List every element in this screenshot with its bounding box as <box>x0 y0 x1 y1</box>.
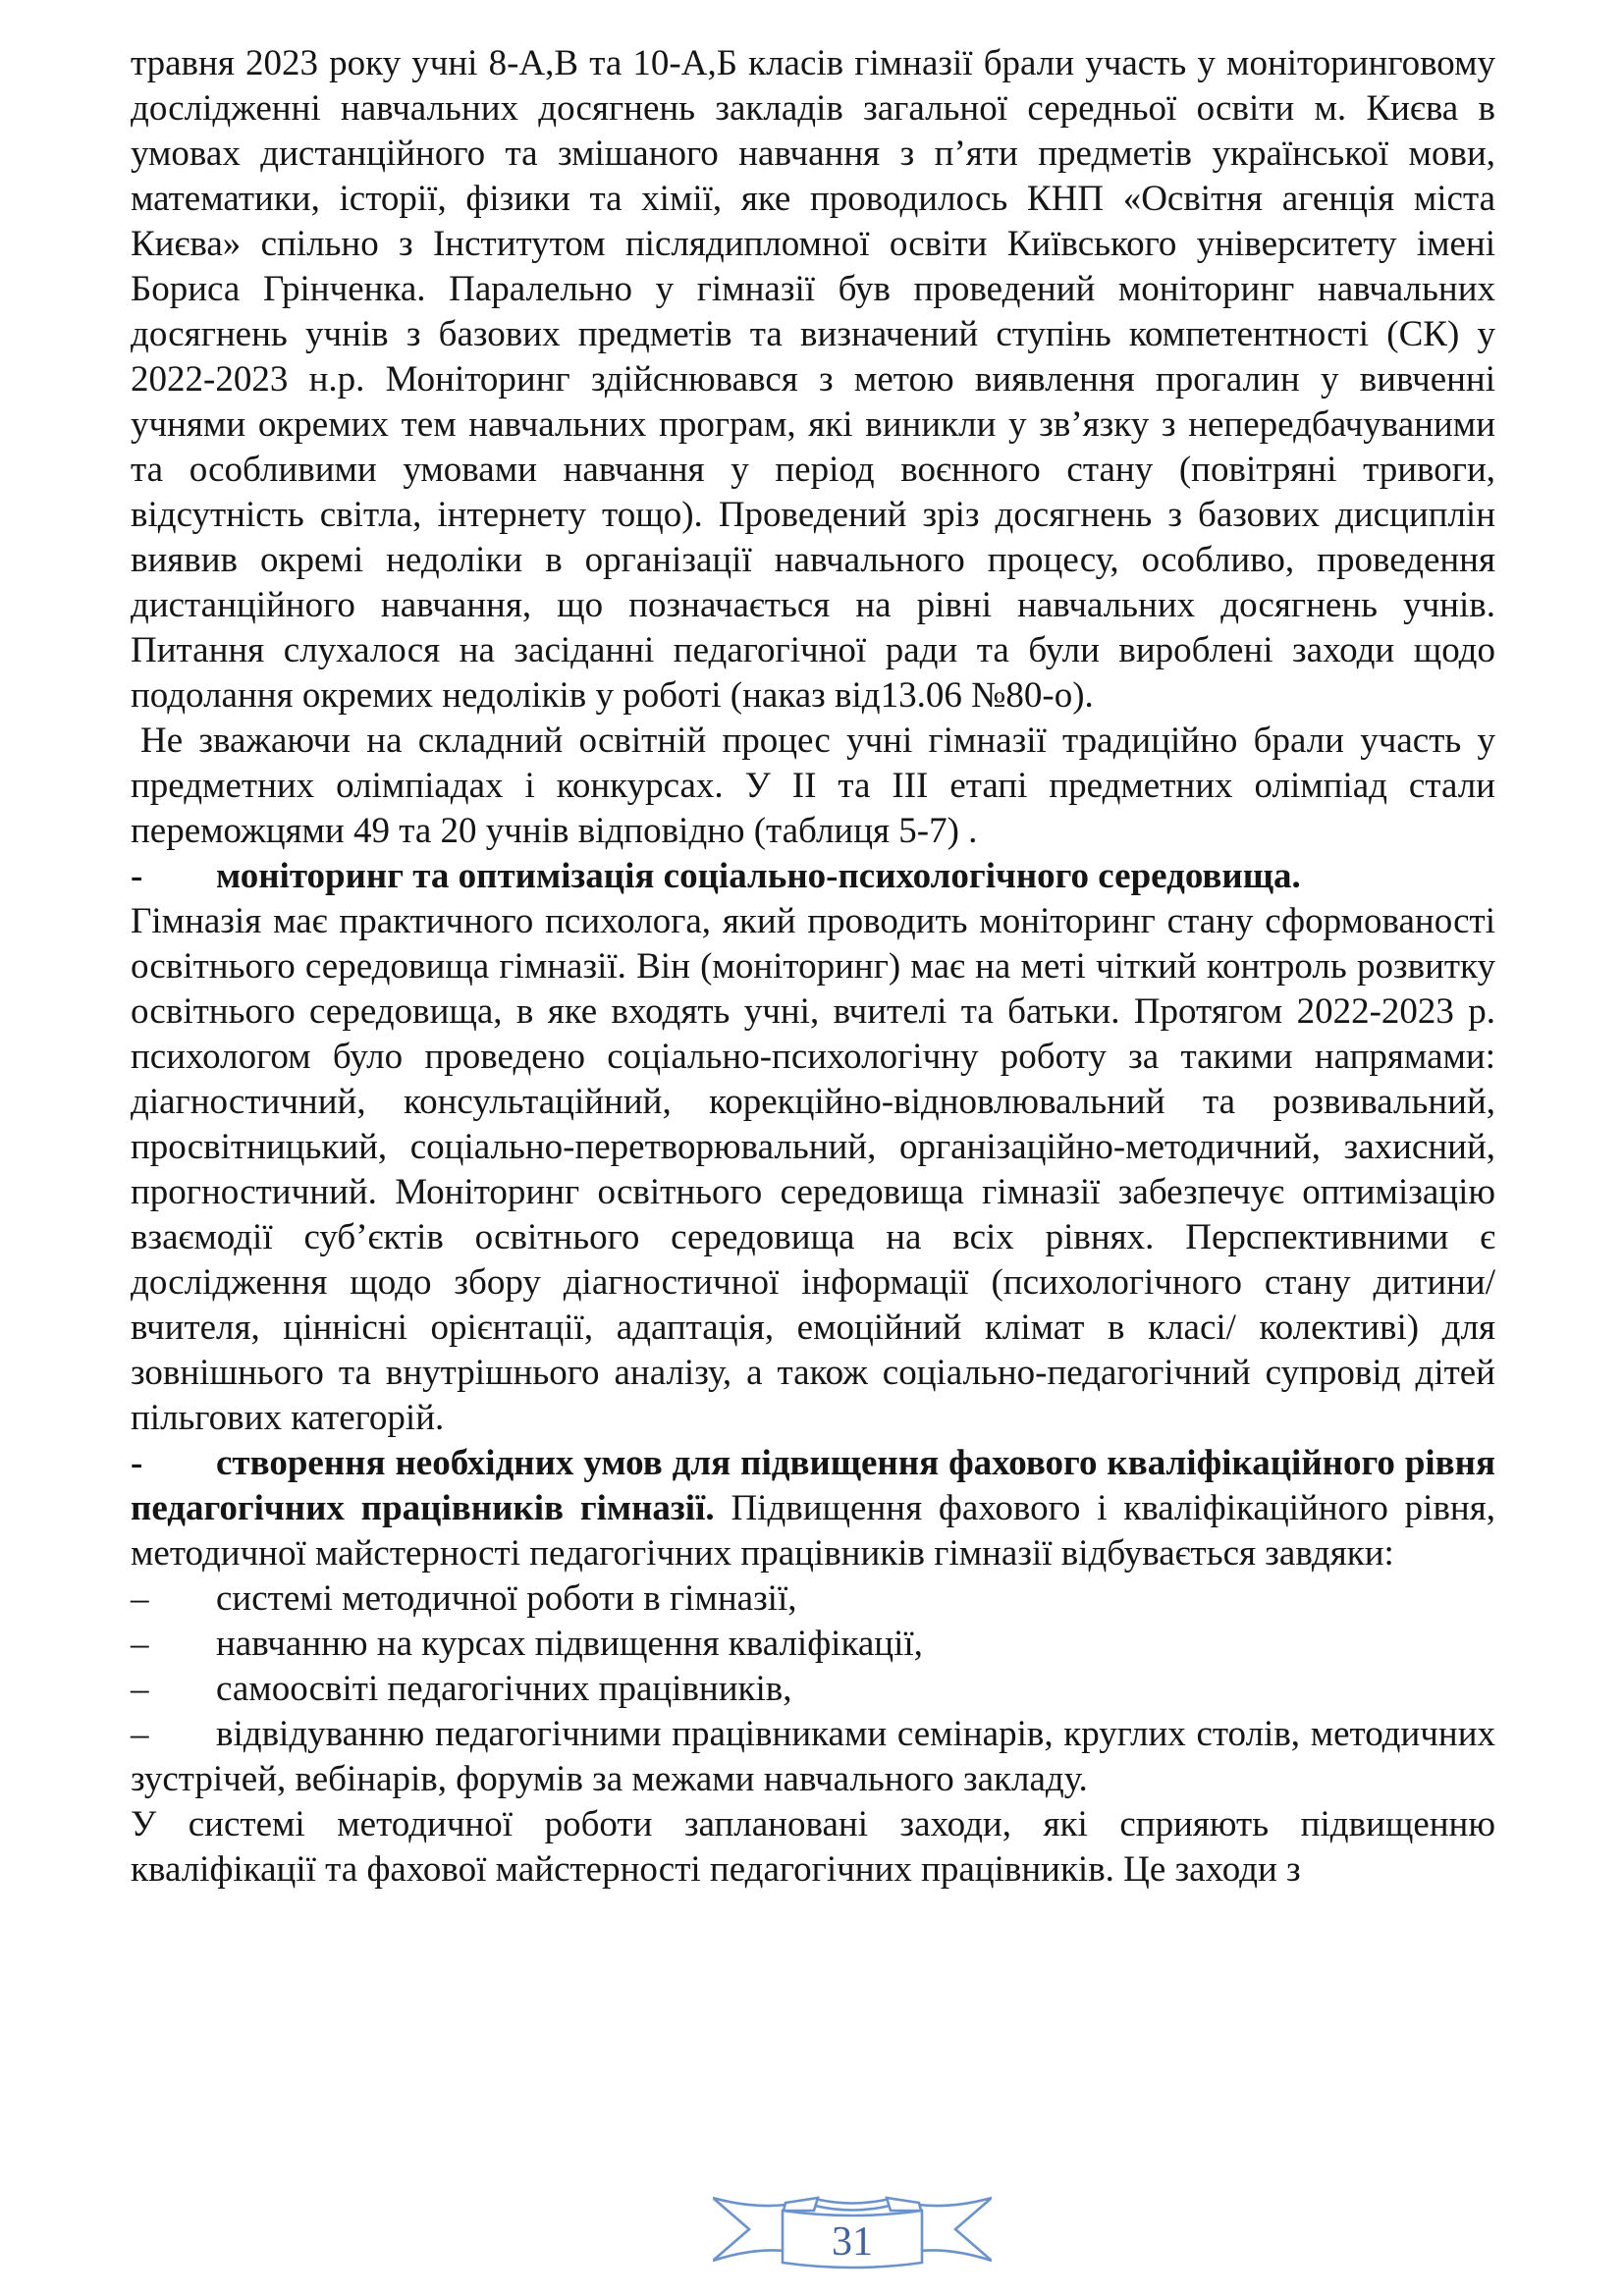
paragraph-olympiads: Не зважаючи на складний освітній процес учні гімназії традиційно брали участь у предметних олімпіадах і конкурсах. У ІІ та ІІІ етапі предметних олімпіад стали переможцями 49 та 20 учнів відповідно (таблиця 5-7) . <box>131 721 1495 851</box>
dash-marker: – <box>131 1578 149 1619</box>
ribbon-left-tail <box>713 2198 786 2261</box>
heading-social-psychological <box>131 854 1495 899</box>
paragraph-monitoring-study: травня 2023 року учні 8-А,В та 10-А,Б класів гімназії брали участь у моніторинговому дослідженні навчальних досягнень закладів загальної середньої освіти м. Києва в умовах дистанційного та змішаного навчання з п’яти предметів української мови, математики, історії, фізики та хімії, яке проводилось КНП «Освітня агенція міста Києва» спільно з Інститутом післядипломної освіти Київського університету імені Бориса Грінченка. Паралельно у гімназії був проведений моніторинг навчальних досягнень учнів з базових предметів та визначений ступінь компетентності (СК) у 2022-2023 н.р. Моніторинг здійснювався з метою виявлення прогалин у вивченні учнями окремих тем навчальних програм, які виникли у зв’язку з непередбачуваними та особливими умовами навчання у період воєнного стану (повітряні тривоги, відсутність світла, інтернету тощо). Проведений зріз досягнень з базових дисциплін виявив окремі недоліки в організації навчального процесу, особливо, проведення дистанційного навчання, що позначається на рівні навчальних досягнень учнів. Питання слухалося на засіданні педагогічної ради та були вироблені заходи щодо подолання окремих недоліків у роботі (наказ від13.06 №80-о). <box>131 43 1495 716</box>
list-item-text: самоосвіті педагогічних працівників, <box>216 1669 792 1709</box>
heading-social-psychological-label: моніторинг та оптимізація соціально-психологічного середовища. <box>216 856 1301 896</box>
paragraph-methodical-work: У системі методичної роботи заплановані заходи, які сприяють підвищенню кваліфікації та фахової майстерності педагогічних працівників. Це заходи з <box>131 1804 1495 1890</box>
ribbon-right-tail <box>918 2198 992 2261</box>
dash-marker: – <box>131 1714 149 1754</box>
page-number: 31 <box>832 2219 873 2265</box>
list-item-text: системі методичної роботи в гімназії, <box>216 1578 797 1619</box>
list-item <box>131 1576 1495 1622</box>
list-item <box>131 1667 1495 1712</box>
dash-marker: – <box>131 1669 149 1709</box>
list-item <box>131 1712 1495 1802</box>
list-item-text: навчанню на курсах підвищення кваліфікації, <box>216 1624 923 1664</box>
paragraph-psychologist: Гімназія має практичного психолога, який проводить моніторинг стану сформованості освітнього середовища гімназії. Він (моніторинг) має на меті чіткий контроль розвитку освітнього середовища, в яке входять учні, вчителі та батьки. Протягом 2022-2023 р. психологом було проведено соціально-психологічну роботу за такими напрямами: діагностичний, консультаційний, корекційно-відновлювальний та розвивальний, просвітницький, соціально-перетворювальний, організаційно-методичний, захисний, прогностичний. Моніторинг освітнього середовища гімназії забезпечує оптимізацію взаємодії суб’єктів освітнього середовища на всіх рівнях. Перспективними є дослідження щодо збору діагностичної інформації (психологічного стану дитини/ вчителя, ціннісні орієнтації, адаптація, емоційний клімат в класі/ колективі) для зовнішнього та внутрішнього аналізу, а також соціально-педагогічний супровід дітей пільгових категорій. <box>131 901 1495 1438</box>
paragraph-qualification-text: Підвищення фахового і кваліфікаційного рівня, методичної майстерності педагогічних працівників гімназії відбувається завдяки: <box>131 1488 1495 1574</box>
document-body <box>131 41 1495 1893</box>
ribbon-left-fold <box>784 2198 818 2211</box>
dash-marker: - <box>131 1443 143 1483</box>
ribbon-right-fold <box>887 2198 921 2211</box>
page-number-ribbon <box>713 2194 992 2272</box>
list-item <box>131 1622 1495 1667</box>
list-item-text: відвідуванню педагогічними працівниками семінарів, круглих столів, методичних зустрічей, вебінарів, форумів за межами навчального закладу. <box>131 1714 1495 1799</box>
ribbon-banner-graphic <box>713 2194 992 2272</box>
heading-qualification-label: створення необхідних умов для підвищення фахового кваліфікаційного рівня педагогічних працівників гімназії. <box>131 1443 1495 1528</box>
ribbon-back-band <box>815 2199 890 2211</box>
dash-marker: - <box>131 856 143 896</box>
paragraph-qualification <box>131 1441 1495 1576</box>
dash-marker: – <box>131 1624 149 1664</box>
